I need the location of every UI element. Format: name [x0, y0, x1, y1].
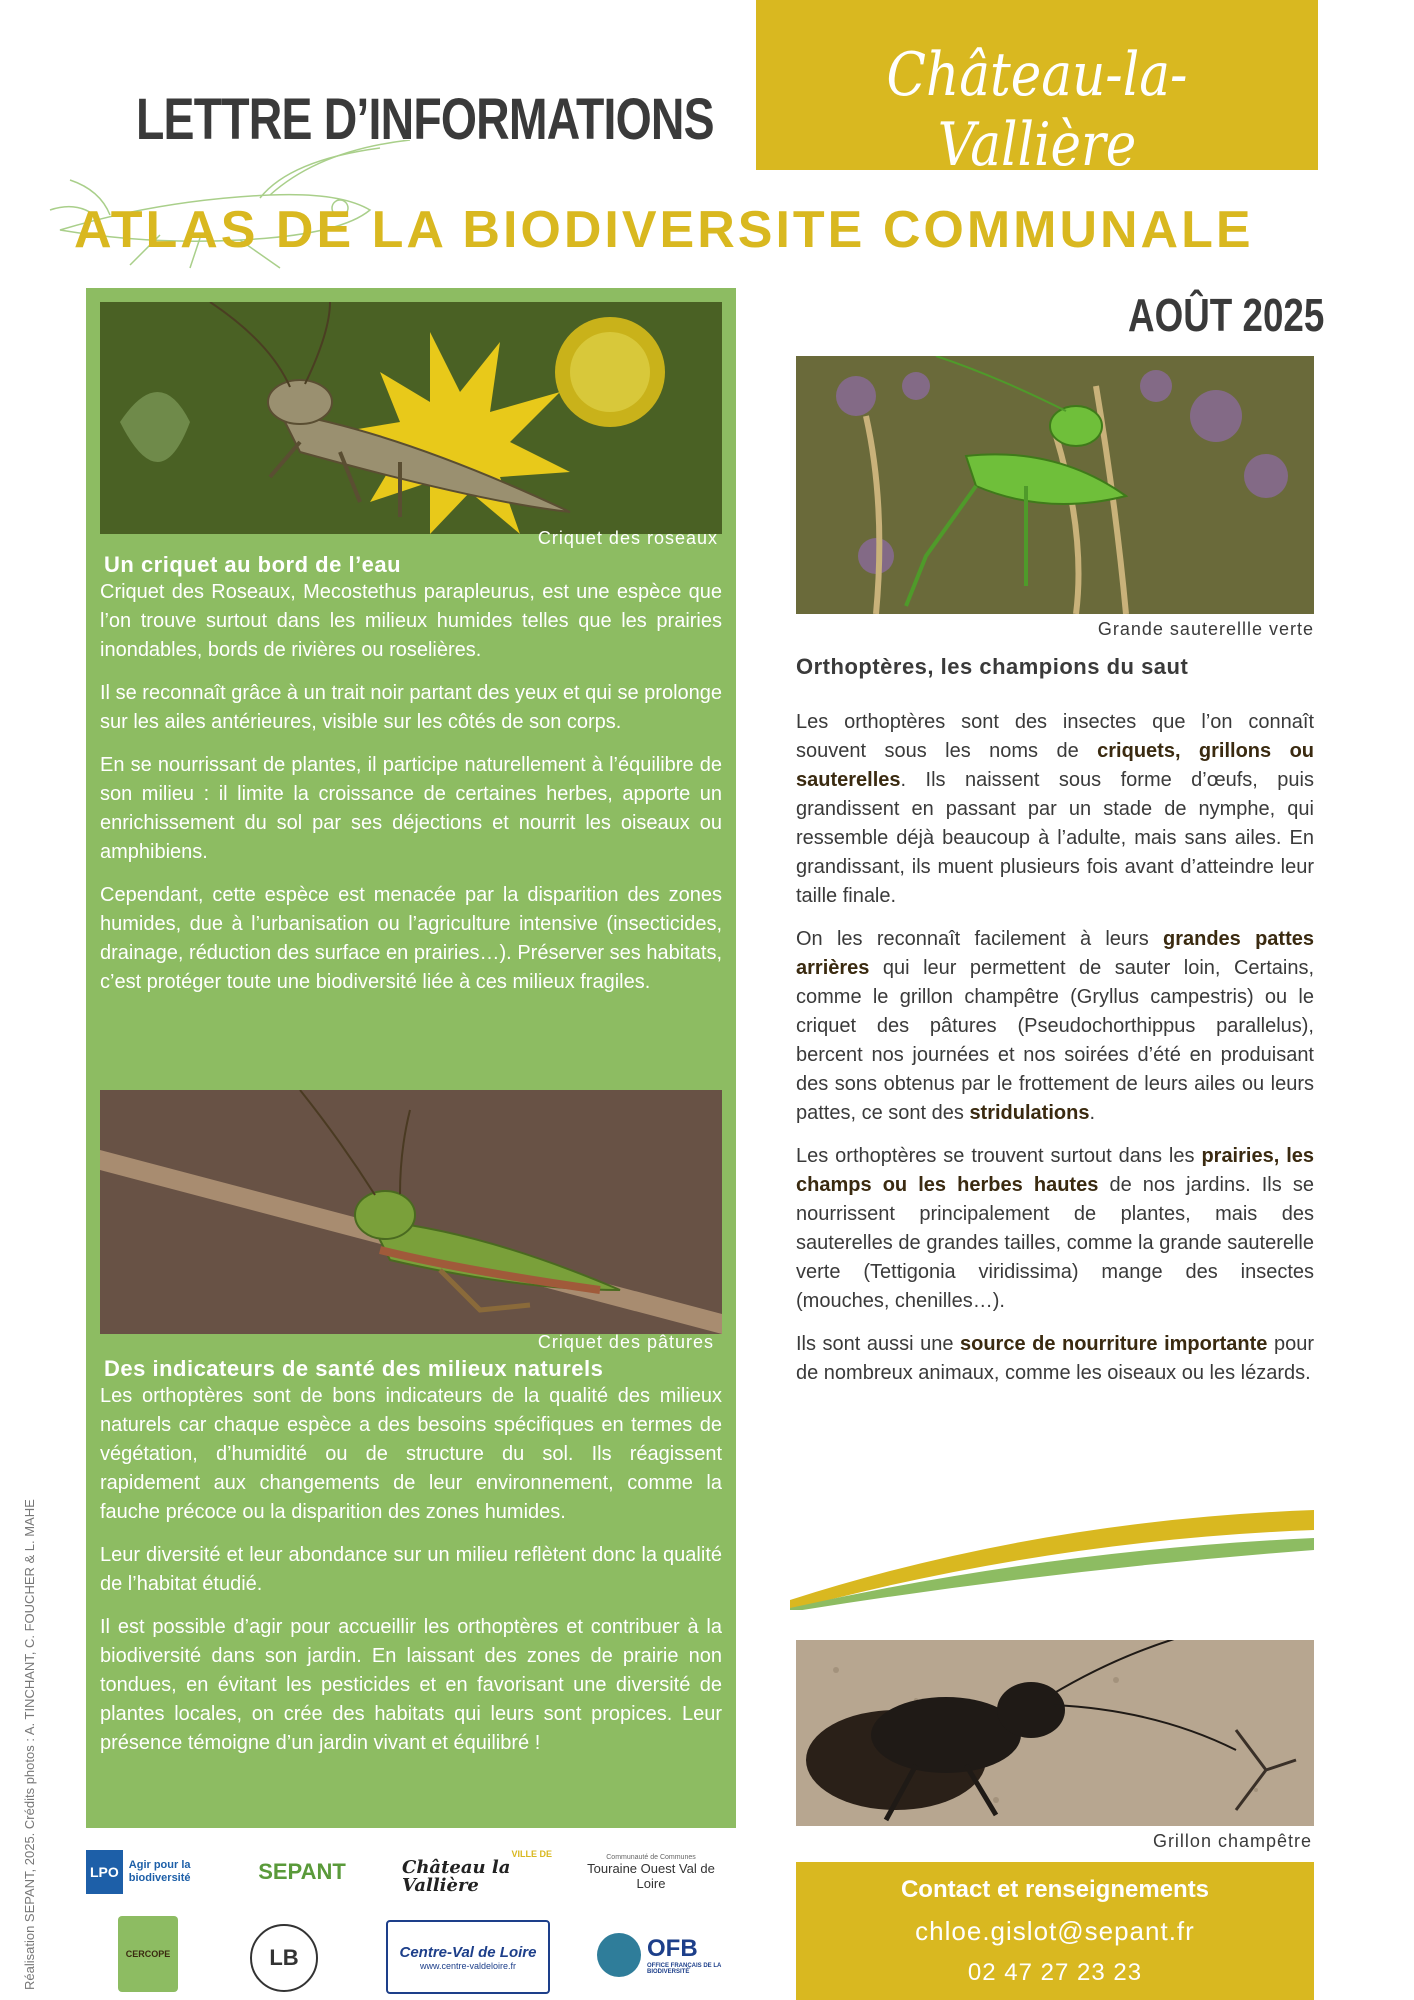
commune-banner [756, 0, 1318, 180]
photo-grillon-champetre [796, 1640, 1314, 1826]
paragraph: En se nourrissant de plantes, il participe naturellement à l’équilibre de son milieu : il limite la croissance de certaines herbes, apporte un enrichissement du sol par ses déjections et nourrit les oiseaux ou amphibiens. [100, 754, 722, 863]
centre-val-de-loire-logo: Centre-Val de Loire www.centre-valdeloire.fr [386, 1920, 550, 1994]
photo-criquet-roseaux [100, 302, 722, 534]
contact-phone[interactable]: 02 47 27 23 23 [967, 1959, 1143, 1986]
caption-grande-sauterelle: Grande sauterellle verte [1097, 619, 1314, 639]
caption-criquet-patures: Criquet des pâtures [537, 1332, 714, 1352]
photo-grande-sauterelle [796, 356, 1314, 614]
sepant-logo: SEPANT [258, 1859, 346, 1884]
ofb-logo: OFB OFFICE FRANÇAIS DE LA BIODIVERSITÉ [592, 1920, 732, 1990]
paragraph: Leur diversité et leur abondance sur un milieu reflètent donc la qualité de l’habitat étudié. [100, 1544, 722, 1595]
section-title-indicateurs: Des indicateurs de santé des milieux naturels [104, 1356, 604, 1381]
photo-credits: Réalisation SEPANT, 2025. Crédits photos : A. TINCHANT, C. FOUCHER & L. MAHE [22, 1499, 37, 1990]
chateau-la-valliere-logo: VILLE DE Château la Vallière [402, 1849, 552, 1896]
left-panel [86, 288, 736, 1828]
paragraph: Criquet des Roseaux, Mecostethus parapleurus, est une espèce que l’on trouve surtout dans les milieux humides telles que les prairies inondables, bords de rivières ou roselières. [100, 581, 722, 661]
partner-logos [86, 1840, 736, 2000]
paragraph: Cependant, cette espèce est menacée par la disparition des zones humides, due à l’urbanisation ou l’agriculture intensive (insecticides, drainage, réduction des surface en prairies…). Préserver ses habitats, c’est protéger toute une biodiversité liée à ces milieux fragiles. [100, 884, 722, 993]
section-text-indicateurs [100, 1382, 722, 1772]
lb-logo: LB [250, 1924, 318, 1992]
caption-grillon-champetre: Grillon champêtre [1152, 1831, 1312, 1851]
caption-criquet-roseaux: Criquet des roseaux [537, 528, 718, 548]
section-title-bord-eau: Un criquet au bord de l’eau [104, 552, 402, 577]
section-title-champions: Orthoptères, les champions du saut [796, 654, 1189, 679]
section-text-bord-eau [100, 578, 722, 1011]
cercope-logo: CERCOPE [118, 1916, 178, 1992]
paragraph: Ils sont aussi une source de nourriture importante pour de nombreux animaux, comme les oiseaux ou les lézards. [796, 1333, 1314, 1384]
section-text-champions [796, 708, 1314, 1402]
paragraph: On les reconnaît facilement à leurs grandes pattes arrières qui leur permettent de sauter loin, Certains, comme le grillon champêtre (Gryllus campestris) ou le criquet des pâtures (Pseudochorthippus parallelus), bercent nos journées et nos soirées d’été en produisant des sons obtenus par le frottement de leurs ailes ou leurs pattes, ce sont des stridulations. [796, 928, 1314, 1124]
newsletter-label: LETTRE D’INFORMATIONS [136, 87, 714, 152]
paragraph: Il se reconnaît grâce à un trait noir partant des yeux et qui se prolonge sur les ailes antérieures, visible sur les côtés de son corps. [100, 682, 722, 733]
atlas-title: ATLAS DE LA BIODIVERSITE COMMUNALE [74, 201, 1254, 259]
touraine-ouest-logo: Communauté de Communes Touraine Ouest Val de Loire [587, 1853, 715, 1891]
photo-criquet-patures [100, 1090, 722, 1334]
contact-email[interactable]: chloe.gislot@sepant.fr [915, 1916, 1195, 1946]
lpo-logo: LPO Agir pour la biodiversité [86, 1844, 216, 1900]
paragraph: Les orthoptères se trouvent surtout dans les prairies, les champs ou les herbes hautes de nos jardins. Ils se nourrissent principalement de plantes, mais des sauterelles de grandes tailles, comme la grande sauterelle verte (Tettigonia viridissima) mange des insectes (mouches, chenilles…). [796, 1145, 1314, 1312]
paragraph: Il est possible d’agir pour accueillir les orthoptères et contribuer à la biodiversité dans son jardin. En laissant des zones de prairie non tondues, en évitant les pesticides et en favorisant une diversité de plantes locales, on crée des habitats qui leurs sont propices. Leur présence témoigne d’un jardin vivant et équilibré ! [100, 1616, 722, 1754]
paragraph: Les orthoptères sont des insectes que l’on connaît souvent sous les noms de criquets, grillons ou sauterelles. Ils naissent sous forme d’œufs, puis grandissent en passant par un stade de nymphe, qui ressemble déjà beaucoup à l’adulte, mais sans ailes. En grandissant, ils muent plusieurs fois avant d’atteindre leur taille finale. [796, 711, 1315, 907]
paragraph: Les orthoptères sont de bons indicateurs de la qualité des milieux naturels car chaque espèce a des besoins spécifiques en termes de végétation, d’humidité ou de structure du sol. Ils réagissent rapidement aux changements de leur environnement, comme la fauche précoce ou la disparition des zones humides. [100, 1385, 722, 1523]
issue-date: AOÛT 2025 [1128, 289, 1325, 341]
commune-name: Château-la-Vallière [886, 40, 1188, 180]
contact-box [796, 1862, 1314, 2000]
contact-title: Contact et renseignements [900, 1876, 1210, 1903]
decorative-swoosh [790, 1500, 1314, 1610]
